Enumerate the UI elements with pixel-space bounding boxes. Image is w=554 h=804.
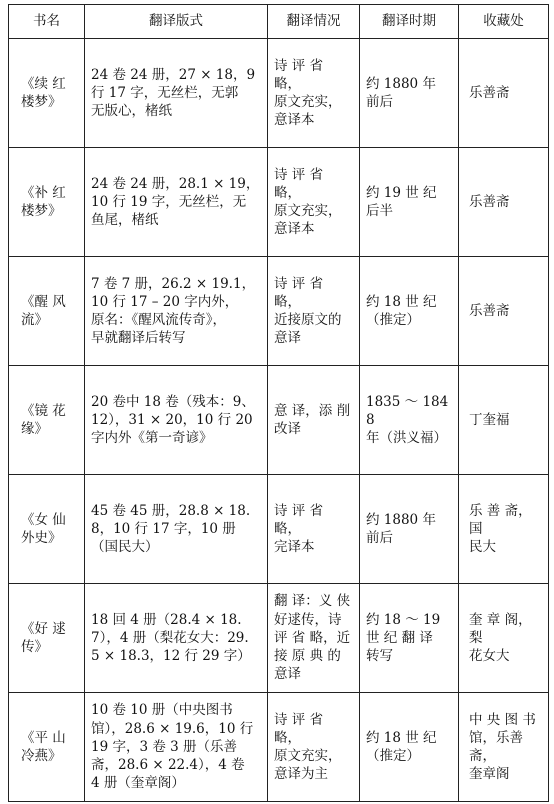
cell-period: 约 1880 年 前后 (360, 39, 459, 148)
table-row (9, 39, 549, 148)
header-format: 翻译版式 (85, 5, 268, 39)
cell-format: 24 卷 24 册，28.1 × 19， 10 行 19 字，无丝栏，无 鱼尾，楮纸 (85, 148, 268, 257)
cell-status: 诗 评 省 略， 原文充实， 意译为主 (268, 693, 360, 802)
header-row (9, 5, 549, 39)
cell-period: 约 1880 年 前后 (360, 475, 459, 584)
cell-collection: 奎 章 阁，梨 花女大 (459, 584, 549, 693)
cell-collection: 乐 善 斋，国 民大 (459, 475, 549, 584)
header-status: 翻译情况 (268, 5, 360, 39)
cell-status: 翻 译：义 侠 好逑传，诗 评 省 略，近 接 原 典 的 意译 (268, 584, 360, 693)
cell-period: 约 19 世 纪 后半 (360, 148, 459, 257)
cell-title: 《平 山 冷燕》 (9, 693, 85, 802)
cell-status: 诗 评 省 略， 原文充实， 意译本 (268, 39, 360, 148)
cell-status: 意 译，添 削 改译 (268, 366, 360, 475)
cell-period: 约 18 世 纪 （推定） (360, 693, 459, 802)
cell-format: 24 卷 24 册，27 × 18，9 行 17 字，无丝栏，无郭 无版心，楮纸 (85, 39, 268, 148)
cell-title: 《镜 花 缘》 (9, 366, 85, 475)
cell-status: 诗 评 省 略， 近接原文的 意译 (268, 257, 360, 366)
cell-period: 约 18 ～ 19 世 纪 翻 译 转写 (360, 584, 459, 693)
header-collection: 收藏处 (459, 5, 549, 39)
cell-format: 20 卷中 18 卷（残本：9、 12），31 × 20，10 行 20 字内外《第一奇谚》 (85, 366, 268, 475)
table-row (9, 148, 549, 257)
cell-format: 10 卷 10 册（中央图书 馆），28.6 × 19.6，10 行 19 字，3 卷 3 册（乐善 斋，28.6 × 22.4），4 卷 4 册（奎章阁） (85, 693, 268, 802)
cell-title: 《女 仙 外史》 (9, 475, 85, 584)
cell-status: 诗 评 省 略， 完译本 (268, 475, 360, 584)
cell-collection: 中 央 图 书 馆，乐善斋， 奎章阁 (459, 693, 549, 802)
cell-format: 7 卷 7 册，26.2 × 19.1， 10 行 17 – 20 字内外， 原名：《醒风流传奇》， 早就翻译后转写 (85, 257, 268, 366)
cell-format: 45 卷 45 册，28.8 × 18. 8，10 行 17 字，10 册 （国民大） (85, 475, 268, 584)
cell-period: 约 18 世 纪 （推定） (360, 257, 459, 366)
cell-title: 《补 红 楼梦》 (9, 148, 85, 257)
cell-title: 《续 红 楼梦》 (9, 39, 85, 148)
cell-status: 诗 评 省 略， 原文充实， 意译本 (268, 148, 360, 257)
translation-table (8, 4, 549, 802)
cell-period: 1835 ～ 1848 年（洪义福） (360, 366, 459, 475)
table-row (9, 693, 549, 802)
cell-collection: 乐善斋 (459, 257, 549, 366)
header-title: 书名 (9, 5, 85, 39)
cell-collection: 乐善斋 (459, 148, 549, 257)
cell-collection: 乐善斋 (459, 39, 549, 148)
cell-title: 《好 逑 传》 (9, 584, 85, 693)
cell-title: 《醒 风 流》 (9, 257, 85, 366)
table-row (9, 257, 549, 366)
table-row (9, 584, 549, 693)
table-row (9, 366, 549, 475)
table-row (9, 475, 549, 584)
cell-format: 18 回 4 册（28.4 × 18. 7），4 册（梨花女大：29. 5 × 18.3，12 行 29 字） (85, 584, 268, 693)
cell-collection: 丁奎福 (459, 366, 549, 475)
header-period: 翻译时期 (360, 5, 459, 39)
